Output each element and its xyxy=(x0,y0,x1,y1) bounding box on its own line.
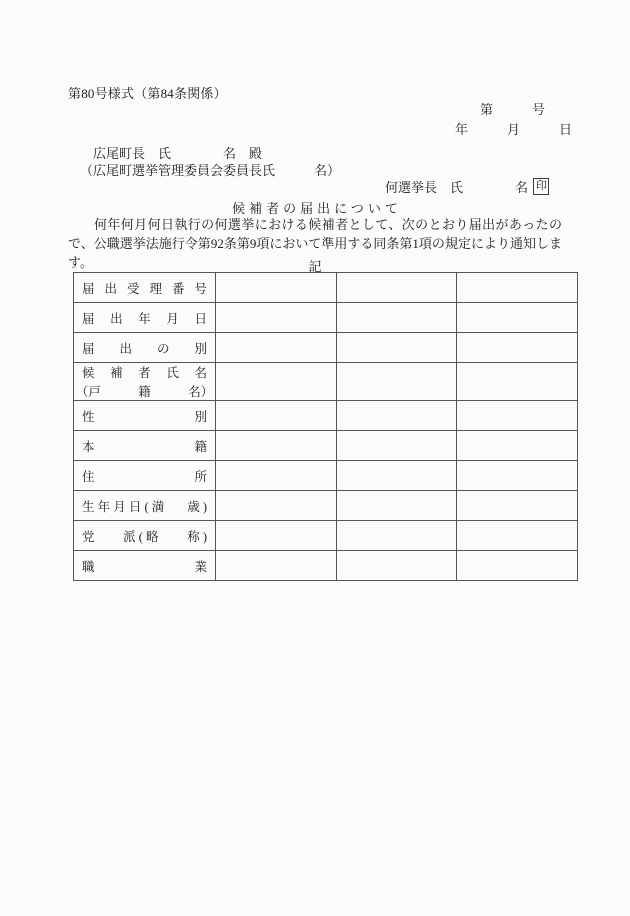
row-label-cell xyxy=(74,303,216,333)
row-label-cell xyxy=(74,491,216,521)
data-entry-cell[interactable] xyxy=(216,461,337,491)
data-entry-cell[interactable] xyxy=(216,551,337,581)
sender-line xyxy=(385,177,549,196)
row-label-char: 別 xyxy=(194,409,207,424)
row-label-char: 日 xyxy=(194,311,207,326)
row-label-char: 名 xyxy=(194,366,207,380)
data-entry-cell[interactable] xyxy=(336,401,457,431)
data-entry-cell[interactable] xyxy=(457,521,578,551)
table-row xyxy=(74,521,578,551)
data-entry-cell[interactable] xyxy=(457,303,578,333)
sender-name: 何選挙長 氏 名 xyxy=(385,180,529,195)
table-row xyxy=(74,401,578,431)
document-title: 候補者の届出について xyxy=(232,201,402,216)
row-label-char: 業 xyxy=(194,559,207,574)
table-body xyxy=(74,273,578,581)
ki-marker: 記 xyxy=(308,259,322,274)
data-entry-cell[interactable] xyxy=(336,333,457,363)
row-label-char: 者 xyxy=(138,366,151,380)
row-label-char: 生 年 月 日 ( 満 xyxy=(82,499,165,514)
form-code: 第80号様式（第84条関係） xyxy=(68,86,227,101)
row-label-char: 届 xyxy=(82,281,95,296)
data-entry-cell[interactable] xyxy=(457,273,578,303)
data-entry-cell[interactable] xyxy=(336,461,457,491)
data-entry-cell[interactable] xyxy=(216,273,337,303)
table-row xyxy=(74,551,578,581)
row-label-char: 号 xyxy=(194,281,207,296)
row-label-char: 出 xyxy=(104,281,117,296)
row-label-char: 本 xyxy=(82,439,95,454)
row-label-char: 出 xyxy=(119,341,132,356)
document-body-text: 何年何月何日執行の何選挙における候補者として、次のとおり届出があったので、公職選挙法施行令第92条第9項において準用する同条第1項の規定により通知します。 xyxy=(68,217,562,270)
row-label-char: 理 xyxy=(149,281,162,296)
data-entry-cell[interactable] xyxy=(457,491,578,521)
row-label-char: 月 xyxy=(166,311,179,326)
data-entry-cell[interactable] xyxy=(216,363,337,401)
row-label-char: 職 xyxy=(82,559,95,574)
row-label-char: 届 xyxy=(82,341,95,356)
addressee-secondary: （広尾町選挙管理委員会委員長氏 名） xyxy=(80,163,341,178)
data-entry-cell[interactable] xyxy=(216,333,337,363)
row-label-char: 所 xyxy=(194,469,207,484)
row-label-cell xyxy=(74,431,216,461)
candidate-registration-table xyxy=(73,272,578,581)
row-label-char: 党 xyxy=(82,529,95,544)
data-entry-cell[interactable] xyxy=(336,303,457,333)
row-label-char: 候 xyxy=(82,366,95,380)
data-entry-cell[interactable] xyxy=(457,551,578,581)
data-entry-cell[interactable] xyxy=(457,333,578,363)
document-date-line: 年 月 日 xyxy=(455,122,573,137)
data-entry-cell[interactable] xyxy=(216,303,337,333)
row-label-char: 住 xyxy=(82,469,95,484)
seal-stamp-icon: 印 xyxy=(533,178,549,195)
row-label-cell xyxy=(74,521,216,551)
row-label-cell xyxy=(74,363,216,401)
data-entry-cell[interactable] xyxy=(336,521,457,551)
document-number-line: 第 号 xyxy=(480,102,546,117)
data-entry-cell[interactable] xyxy=(457,461,578,491)
row-label-char: 年 xyxy=(138,311,151,326)
row-label-char: 補 xyxy=(110,366,123,380)
data-entry-cell[interactable] xyxy=(336,273,457,303)
row-label-cell xyxy=(74,551,216,581)
row-label-char: 別 xyxy=(194,341,207,356)
data-entry-cell[interactable] xyxy=(216,521,337,551)
row-label-char: 称 ) xyxy=(187,529,207,544)
data-entry-cell[interactable] xyxy=(336,491,457,521)
data-entry-cell[interactable] xyxy=(457,401,578,431)
row-label-char: 性 xyxy=(82,409,95,424)
data-entry-cell[interactable] xyxy=(216,431,337,461)
row-label-char: 籍 xyxy=(194,439,207,454)
data-entry-cell[interactable] xyxy=(457,363,578,401)
row-label-cell xyxy=(74,273,216,303)
addressee-primary: 広尾町長 氏 名 殿 xyxy=(93,146,263,161)
row-label-char: 派 ( 略 xyxy=(123,529,159,544)
data-entry-cell[interactable] xyxy=(336,431,457,461)
table-row xyxy=(74,333,578,363)
data-entry-cell[interactable] xyxy=(457,431,578,461)
row-label-char: 出 xyxy=(110,311,123,326)
data-entry-cell[interactable] xyxy=(336,363,457,401)
table-row xyxy=(74,461,578,491)
row-label-char: 番 xyxy=(171,281,185,296)
row-label-char: 歳 ) xyxy=(187,499,207,514)
table-row xyxy=(74,431,578,461)
row-label-cell xyxy=(74,333,216,363)
data-entry-cell[interactable] xyxy=(216,491,337,521)
data-entry-cell[interactable] xyxy=(336,551,457,581)
table-row xyxy=(74,491,578,521)
row-label-char: 氏 xyxy=(166,366,179,380)
row-label-sub: （戸 籍 名） xyxy=(75,385,214,399)
row-label-cell xyxy=(74,461,216,491)
table-row xyxy=(74,303,578,333)
row-label-char: 届 xyxy=(82,311,95,326)
table-row xyxy=(74,273,578,303)
row-label-cell xyxy=(74,401,216,431)
row-label-char: の xyxy=(156,341,170,356)
table-row xyxy=(74,363,578,401)
row-label-char: 受 xyxy=(126,281,140,296)
data-entry-cell[interactable] xyxy=(216,401,337,431)
